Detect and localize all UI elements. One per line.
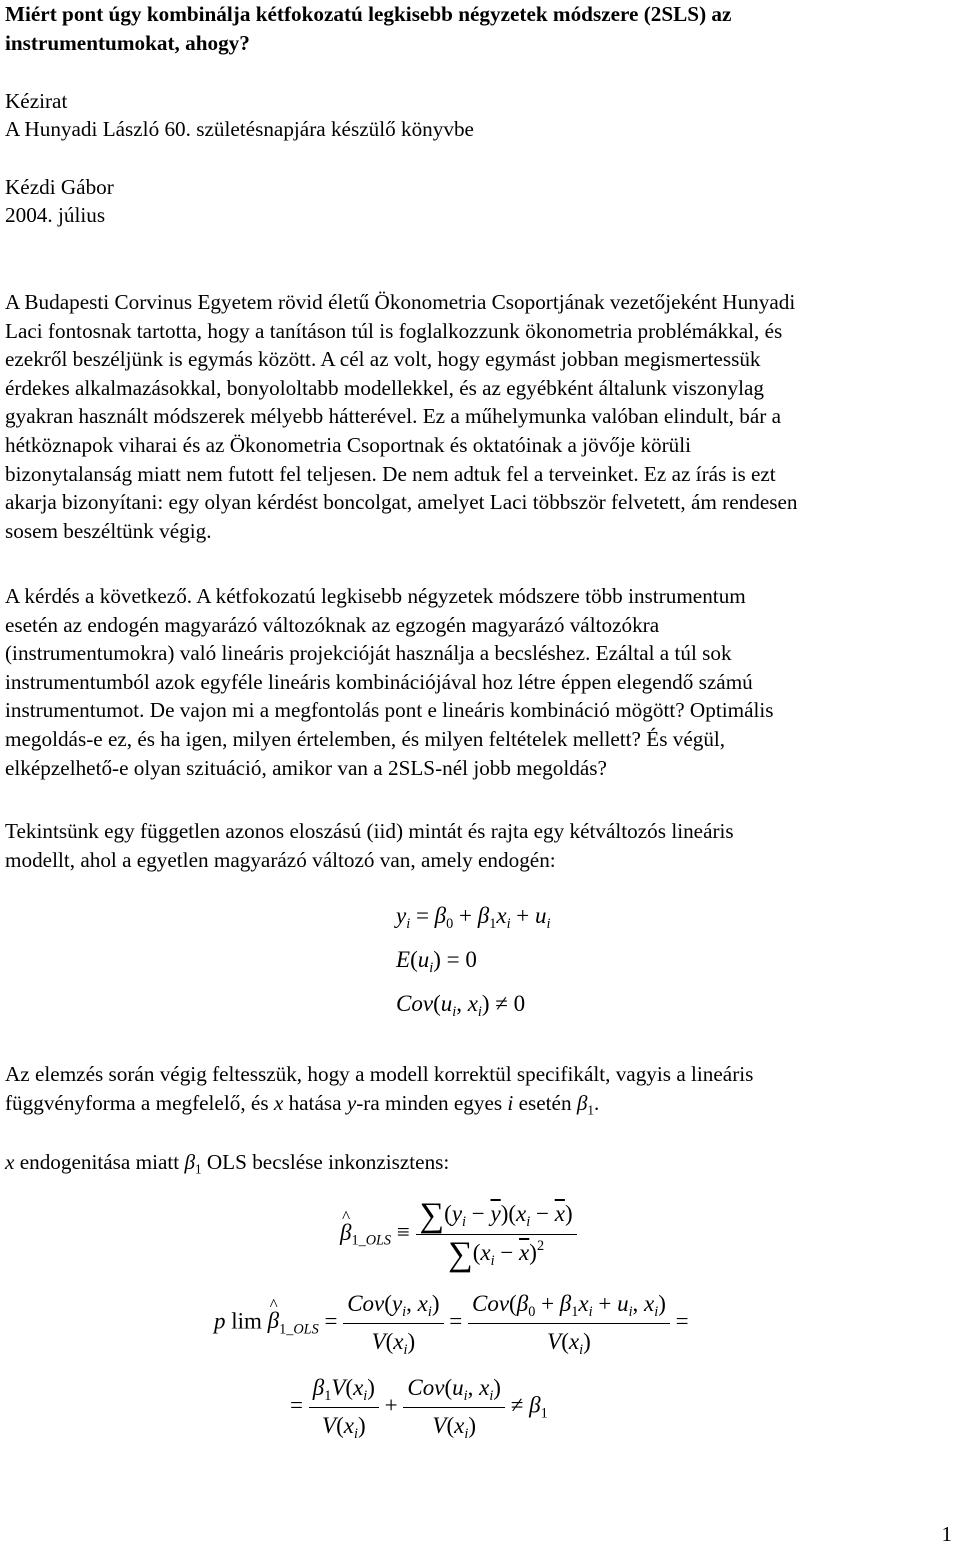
equation-moment-1: $E(u_i) = 0$ xyxy=(396,947,477,976)
equation-ols-estimator: ^ $\beta_{1\_OLS}$ ≡ $\frac{\sum(y_i - \overline{y})(x_i - \overline{x})}{\sum(x_i - \overline{x})^2}$ xyxy=(340,1200,577,1269)
title-line: instrumentumokat, ahogy? xyxy=(5,30,250,55)
equation-moment-2: $Cov(u_i$, $x_i) \ne 0$ xyxy=(396,991,526,1020)
text-line: Tekintsünk egy független azonos eloszású (iid) mintát és rajta egy kétváltozós lineáris xyxy=(5,819,734,843)
text-line: instrumentumot. De vajon mi a megfontolás pont e lineáris kombináció mögött? Optimális xyxy=(5,698,774,723)
equation-plim-continued: = $\frac{\beta_1V(x_i)}{V(x_i)}$ + $\frac{Cov(u_i, x_i)}{V(x_i)}$ ≠ $\beta_1$ xyxy=(290,1375,548,1442)
text-line: A kérdés a következő. A kétfokozatú legkisebb négyzetek módszere több instrumentum xyxy=(5,584,746,608)
manuscript-label: Kézirat xyxy=(5,89,68,113)
book-note: A Hunyadi László 60. születésnapjára készülő könyvbe xyxy=(5,117,474,141)
title-line: Miért pont úgy kombinálja kétfokozatú legkisebb négyzetek módszere (2SLS) az xyxy=(5,2,732,26)
date-line: 2004. július xyxy=(5,203,106,227)
text-line: bizonytalanság miatt nem futott fel teljesen. De nem adtuk fel a terveinket. Ez az írás is ezt xyxy=(5,461,776,486)
text-line: Az elemzés során végig feltesszük, hogy a modell korrektül specifikált, vagyis a lineáris xyxy=(5,1062,754,1086)
text-line: modellt, ahol a egyetlen magyarázó változó van, amely endogén: xyxy=(5,847,556,872)
author-name: Kézdi Gábor xyxy=(5,175,114,199)
equation-plim: p lim ^ $\beta_{1\_OLS}$ = $\frac{Cov(y_i, x_i)}{V(x_i)}$ = $\frac{Cov(\beta_0 + \beta_1x_i + u_i, x_i)}{V(x_i)}$ = xyxy=(214,1290,689,1356)
text-line: A Budapesti Corvinus Egyetem rövid életű Ökonometria Csoportjának vezetőjeként Hunyadi xyxy=(5,290,796,314)
text-line: Laci fontosnak tartotta, hogy a tanításon túl is foglalkozzunk ökonometria problémákkal, és xyxy=(5,318,783,343)
text-line: esetén az endogén magyarázó változóknak az egzogén magyarázó változókra xyxy=(5,612,660,637)
text-line: akarja bizonyítani: egy olyan kérdést boncolgat, amelyet Laci többször felvetett, ám rendesen xyxy=(5,490,798,515)
text-line: (instrumentumokra) való lineáris projekcióját használja a becsléshez. Ezáltal a túl sok xyxy=(5,641,732,666)
paragraph-inconsistency xyxy=(5,1148,955,1177)
text-line: elképzelhető-e olyan szituáció, amikor van a 2SLS-nél jobb megoldás? xyxy=(5,755,607,780)
text-line: x endogenitása miatt $\beta_1$ OLS becslése inkonzisztens: xyxy=(5,1150,450,1177)
text-line: sosem beszéltünk végig. xyxy=(5,518,212,543)
text-line: hétköznapok viharai és az Ökonometria Csoportnak és oktatóinak a jövője körüli xyxy=(5,432,692,457)
paragraph-assumption xyxy=(5,1060,955,1117)
paragraph-intro xyxy=(5,288,955,545)
text-line: érdekes alkalmazásokkal, bonyololtabb modellekkel, és az egyébként általunk viszonylag xyxy=(5,375,764,400)
paragraph-question xyxy=(5,582,955,782)
paper-title xyxy=(5,0,955,57)
text-line: ezekről beszéljünk is egymás között. A cél az volt, hogy egymást jobban megismertessük xyxy=(5,347,761,372)
text-line: gyakran használt módszerek mélyebb hátterével. Ez a műhelymunka valóban elindult, bár a xyxy=(5,404,781,429)
text-line: megoldás-e ez, és ha igen, milyen értelemben, és milyen feltételek mellett? És végül, xyxy=(5,726,726,751)
paragraph-model xyxy=(5,817,955,874)
text-line: függvényforma a megfelelő, és x hatása y-ra minden egyes i esetén $\beta_1$. xyxy=(5,1090,600,1118)
text-line: instrumentumból azok egyféle lineáris kombinációjával hoz létre éppen elegendő számú xyxy=(5,669,753,694)
page-number: 1 xyxy=(941,1522,952,1546)
equation-model: $y_i = \beta_0 + \beta_1x_i + u_i$ xyxy=(396,903,551,932)
